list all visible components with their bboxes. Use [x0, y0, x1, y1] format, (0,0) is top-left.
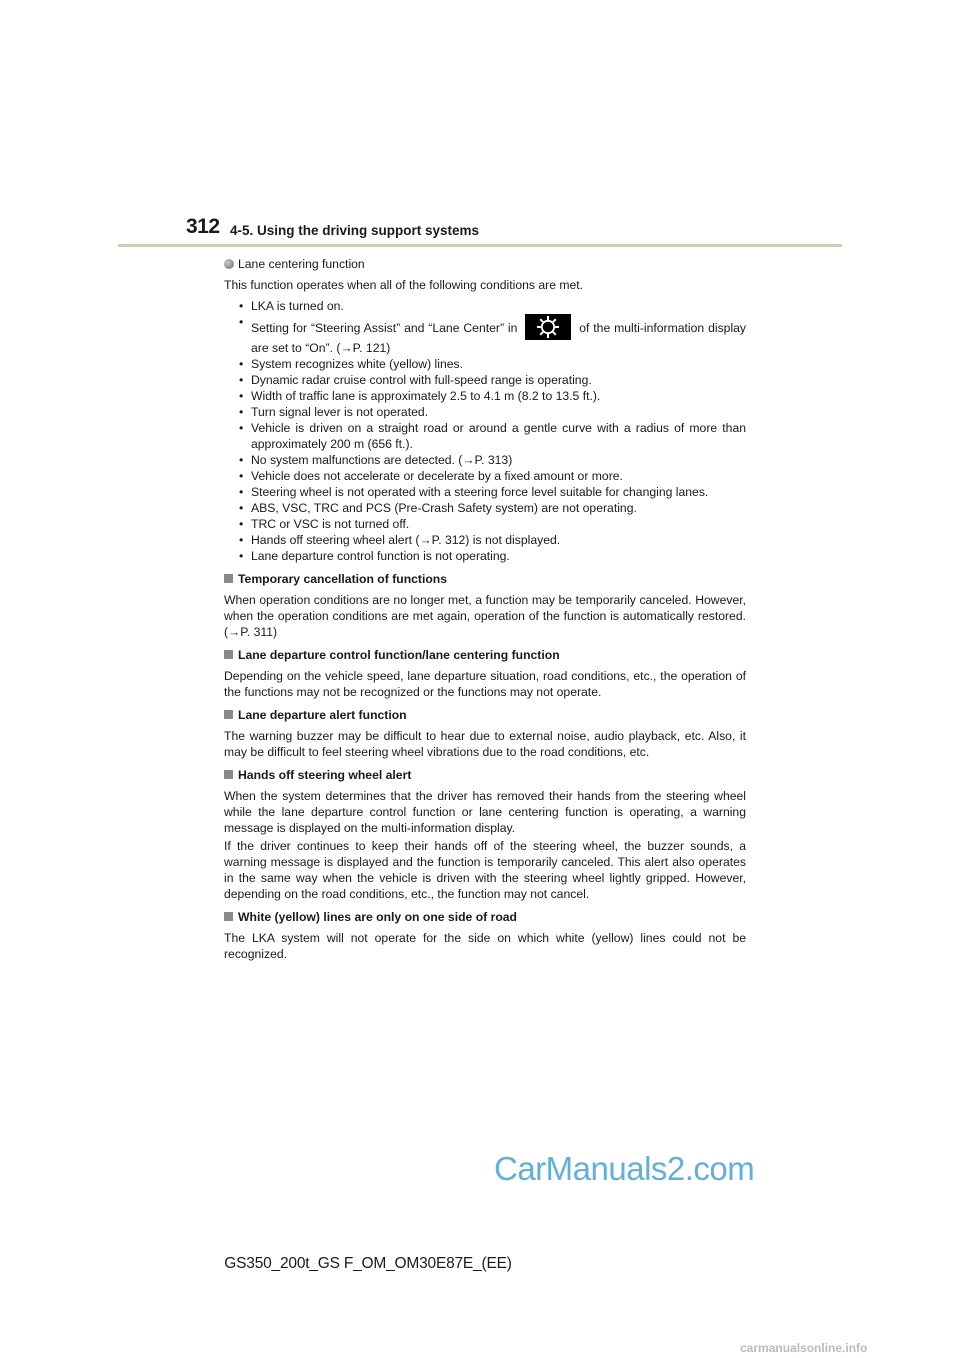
section-heading-text: Lane departure alert function	[238, 708, 407, 722]
square-bullet-icon	[224, 770, 233, 779]
section-heading	[224, 571, 746, 587]
list-item: • Turn signal lever is not operated.	[224, 404, 746, 420]
header-divider	[118, 244, 842, 247]
section-title: 4-5. Using the driving support systems	[230, 223, 480, 238]
page-header	[0, 0, 960, 250]
section-heading	[224, 909, 746, 925]
condition-text-tail: of the multi-information display are set to “On”. (→P. 121)	[251, 321, 747, 355]
square-bullet-icon	[224, 912, 233, 921]
section-heading	[224, 707, 746, 723]
list-item: • Dynamic radar cruise control with full-speed range is operating.	[224, 372, 746, 388]
page-content	[224, 256, 746, 964]
section-paragraph: When operation conditions are no longer met, a function may be temporarily canceled. However, when the operation conditions are met again, operation of the function is automatically restored. (→P. 311)	[224, 593, 746, 639]
square-bullet-icon	[224, 574, 233, 583]
section-heading-text: White (yellow) lines are only on one side of road	[238, 910, 517, 924]
list-item: • No system malfunctions are detected. (→P. 313)	[224, 452, 746, 468]
list-item: • ABS, VSC, TRC and PCS (Pre-Crash Safety system) are not operating.	[224, 500, 746, 516]
section-paragraph: Depending on the vehicle speed, lane departure situation, road conditions, etc., the operation of the functions may not be recognized or the functions may not operate.	[224, 669, 746, 699]
watermark-logo: CarManuals2.com	[494, 1150, 755, 1187]
list-item: • TRC or VSC is not turned off.	[224, 516, 746, 532]
list-item: • Hands off steering wheel alert (→P. 312) is not displayed.	[224, 532, 746, 548]
list-item: • Vehicle does not accelerate or decelerate by a fixed amount or more.	[224, 468, 746, 484]
list-item	[224, 314, 746, 356]
list-item: • Lane departure control function is not operating.	[224, 548, 746, 564]
section-paragraph: The LKA system will not operate for the side on which white (yellow) lines could not be recognized.	[224, 931, 746, 961]
list-item: • Vehicle is driven on a straight road or around a gentle curve with a radius of more than approximately 200 m (656 ft.).	[224, 420, 746, 452]
list-item: • System recognizes white (yellow) lines.	[224, 356, 746, 372]
lane-centering-intro: This function operates when all of the following conditions are met.	[224, 278, 584, 292]
list-item: • LKA is turned on.	[224, 298, 746, 314]
section-heading	[224, 647, 746, 663]
conditions-list	[224, 298, 746, 564]
watermark-footer: carmanualsonline.info	[740, 1341, 868, 1355]
list-item: • Width of traffic lane is approximately 2.5 to 4.1 m (8.2 to 13.5 ft.).	[224, 388, 746, 404]
section-heading-text: Temporary cancellation of functions	[238, 572, 448, 586]
gear-icon	[525, 314, 571, 340]
condition-text: Setting for “Steering Assist” and “Lane Center” in	[251, 321, 518, 335]
lane-centering-title: Lane centering function	[238, 257, 365, 271]
page-footer	[0, 1255, 960, 1273]
section-heading	[224, 767, 746, 783]
page-number: 312	[186, 215, 220, 238]
section-paragraph: The warning buzzer may be difficult to hear due to external noise, audio playback, etc. Also, it may be difficult to feel steering wheel vibrations due to the road conditions, etc.	[224, 729, 746, 759]
section-heading-text: Lane departure control function/lane centering function	[238, 648, 560, 662]
list-item: • Steering wheel is not operated with a steering force level suitable for changing lanes.	[224, 484, 746, 500]
bullet-dot-icon	[224, 259, 234, 269]
section-paragraph: When the system determines that the driver has removed their hands from the steering wheel while the lane departure control function or lane centering function is operating, a warning message is displayed on the multi-information display.	[224, 789, 746, 835]
section-paragraph: If the driver continues to keep their hands off of the steering wheel, the buzzer sounds, a warning message is displayed and the function is temporarily canceled. This alert also operates in the same way when the vehicle is driven with the steering wheel lightly gripped. However, depending on the road conditions, etc., the function may not cancel.	[224, 839, 746, 901]
square-bullet-icon	[224, 710, 233, 719]
square-bullet-icon	[224, 650, 233, 659]
section-heading-text: Hands off steering wheel alert	[238, 768, 412, 782]
lane-centering-heading	[224, 256, 746, 272]
document-code: GS350_200t_GS F_OM_OM30E87E_(EE)	[224, 1255, 512, 1272]
